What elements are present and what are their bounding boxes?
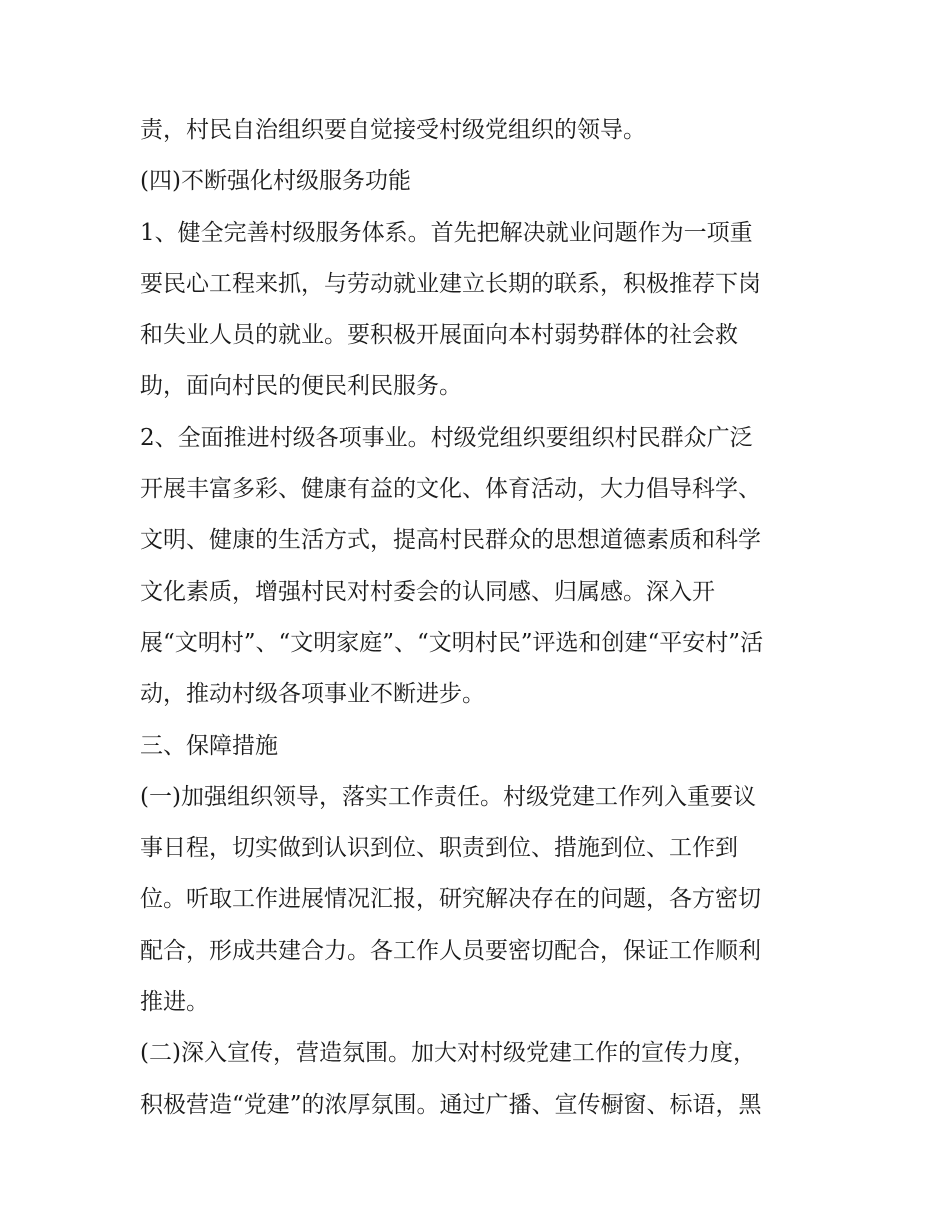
section-heading: (四)不断强化村级服务功能 [140, 168, 411, 195]
text-line: 开展丰富多彩、健康有益的文化、体育活动，大力倡导科学、 [140, 476, 761, 503]
text-line: (一)加强组织领导，落实工作责任。村级党建工作列入重要议 [140, 783, 756, 810]
text-line: 事日程，切实做到认识到位、职责到位、措施到位、工作到 [140, 835, 738, 862]
text-line: 位。听取工作进展情况汇报，研究解决存在的问题，各方密切 [140, 886, 761, 913]
text-line: 和失业人员的就业。要积极开展面向本村弱势群体的社会救 [140, 322, 738, 349]
text-line: 展“文明村”、“文明家庭”、“文明村民”评选和创建“平安村”活 [140, 629, 764, 656]
text-line: 助，面向村民的便民利民服务。 [140, 373, 462, 400]
text-line: 推进。 [140, 989, 209, 1016]
text-line: 动，推动村级各项事业不断进步。 [140, 681, 485, 708]
text-line: 要民心工程来抓，与劳动就业建立长期的联系，积极推荐下岗 [140, 270, 761, 297]
document-body [140, 105, 820, 1131]
text-line: 文化素质，增强村民对村委会的认同感、归属感。深入开 [140, 578, 715, 605]
text-line: 2、全面推进村级各项事业。村级党组织要组织村民群众广泛 [140, 424, 753, 451]
text-line: 1、健全完善村级服务体系。首先把解决就业问题作为一项重 [140, 219, 753, 246]
text-line: 责，村民自治组织要自觉接受村级党组织的领导。 [140, 117, 646, 143]
text-line: 配合，形成共建合力。各工作人员要密切配合，保证工作顺利 [140, 937, 761, 964]
text-line: (二)深入宣传，营造氛围。加大对村级党建工作的宣传力度， [140, 1040, 756, 1067]
section-heading: 三、保障措施 [140, 732, 278, 759]
text-line: 积极营造“党建”的浓厚氛围。通过广播、宣传橱窗、标语，黑 [140, 1091, 762, 1118]
text-line: 文明、健康的生活方式，提高村民群众的思想道德素质和科学 [140, 527, 761, 554]
